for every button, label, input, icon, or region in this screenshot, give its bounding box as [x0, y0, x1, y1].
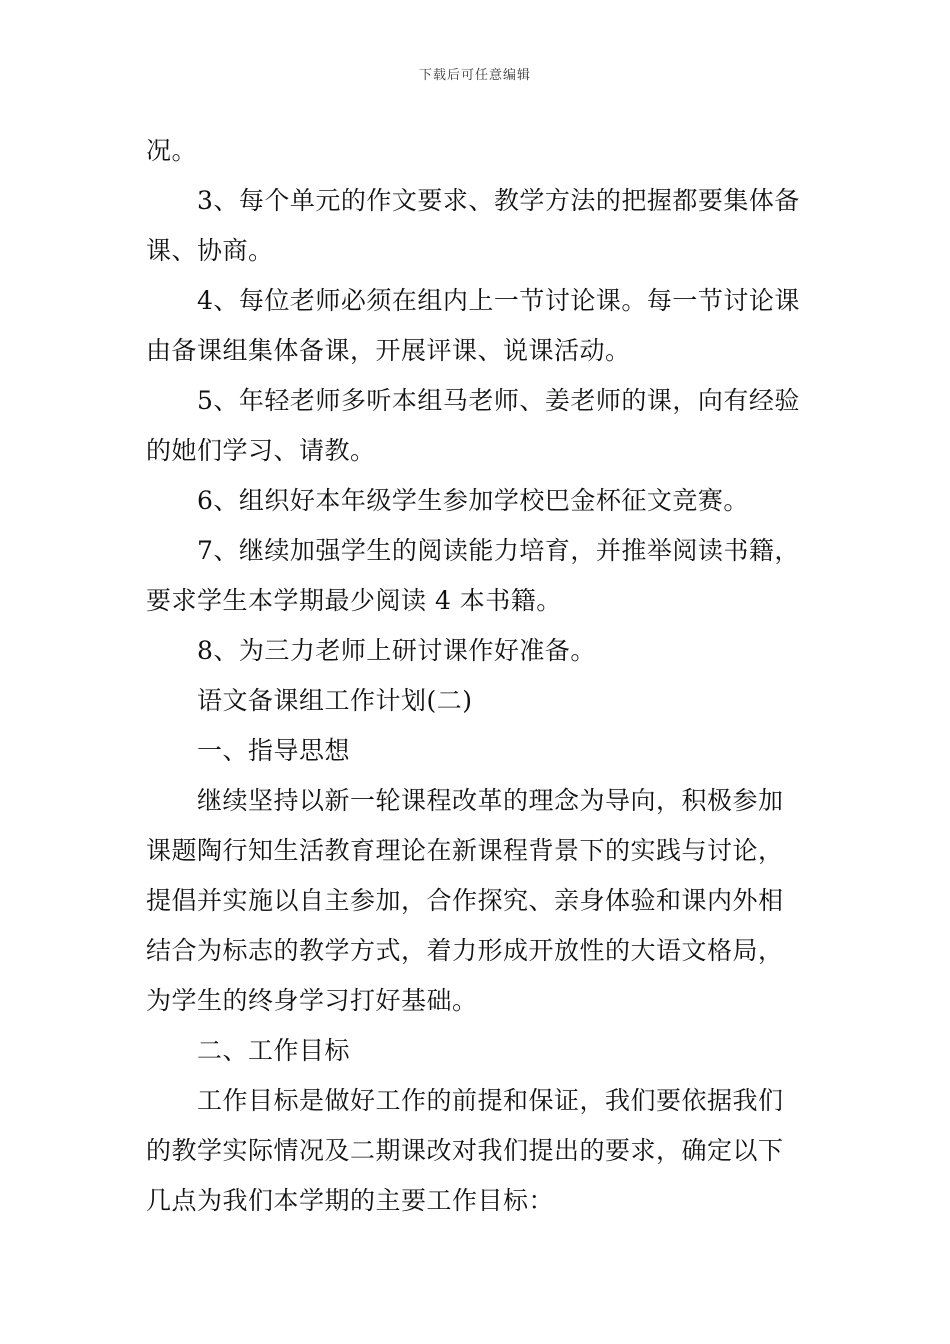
page-header: 下载后可任意编辑	[418, 68, 531, 83]
paragraph-line: 3、每个单元的作文要求、教学方法的把握都要集体备	[197, 186, 800, 215]
paragraph-line: 5、年轻老师多听本组马老师、姜老师的课，向有经验	[197, 386, 800, 415]
paragraph-line: 工作目标是做好工作的前提和保证，我们要依据我们	[197, 1086, 784, 1115]
paragraph-line: 况。	[146, 136, 198, 165]
paragraph-line: 4、每位老师必须在组内上一节讨论课。每一节讨论课	[197, 286, 800, 315]
paragraph-line: 6、组织好本年级学生参加学校巴金杯征文竞赛。	[197, 486, 749, 515]
paragraph-line: 的教学实际情况及二期课改对我们提出的要求，确定以下	[146, 1136, 784, 1165]
paragraph-line: 为学生的终身学习打好基础。	[146, 986, 478, 1015]
paragraph-line: 继续坚持以新一轮课程改革的理念为导向，积极参加	[197, 786, 784, 815]
paragraph-line: 结合为标志的教学方式，着力形成开放性的大语文格局，	[146, 936, 784, 965]
paragraph-line: 提倡并实施以自主参加，合作探究、亲身体验和课内外相	[146, 886, 784, 915]
paragraph-line: 由备课组集体备课，开展评课、说课活动。	[146, 336, 631, 365]
section-title: 语文备课组工作计划(二)	[197, 686, 473, 715]
paragraph-line: 几点为我们本学期的主要工作目标：	[146, 1186, 555, 1215]
paragraph-line: 的她们学习、请教。	[146, 436, 376, 465]
paragraph-line: 课、协商。	[146, 236, 274, 265]
section-heading: 二、工作目标	[197, 1036, 351, 1065]
document-body	[146, 126, 806, 1226]
section-heading: 一、指导思想	[197, 736, 351, 765]
paragraph-line: 7、继续加强学生的阅读能力培育，并推举阅读书籍，	[197, 536, 800, 565]
paragraph-line: 要求学生本学期最少阅读 4 本书籍。	[146, 586, 562, 615]
paragraph-line: 8、为三力老师上研讨课作好准备。	[197, 636, 596, 665]
paragraph-line: 课题陶行知生活教育理论在新课程背景下的实践与讨论，	[146, 836, 784, 865]
